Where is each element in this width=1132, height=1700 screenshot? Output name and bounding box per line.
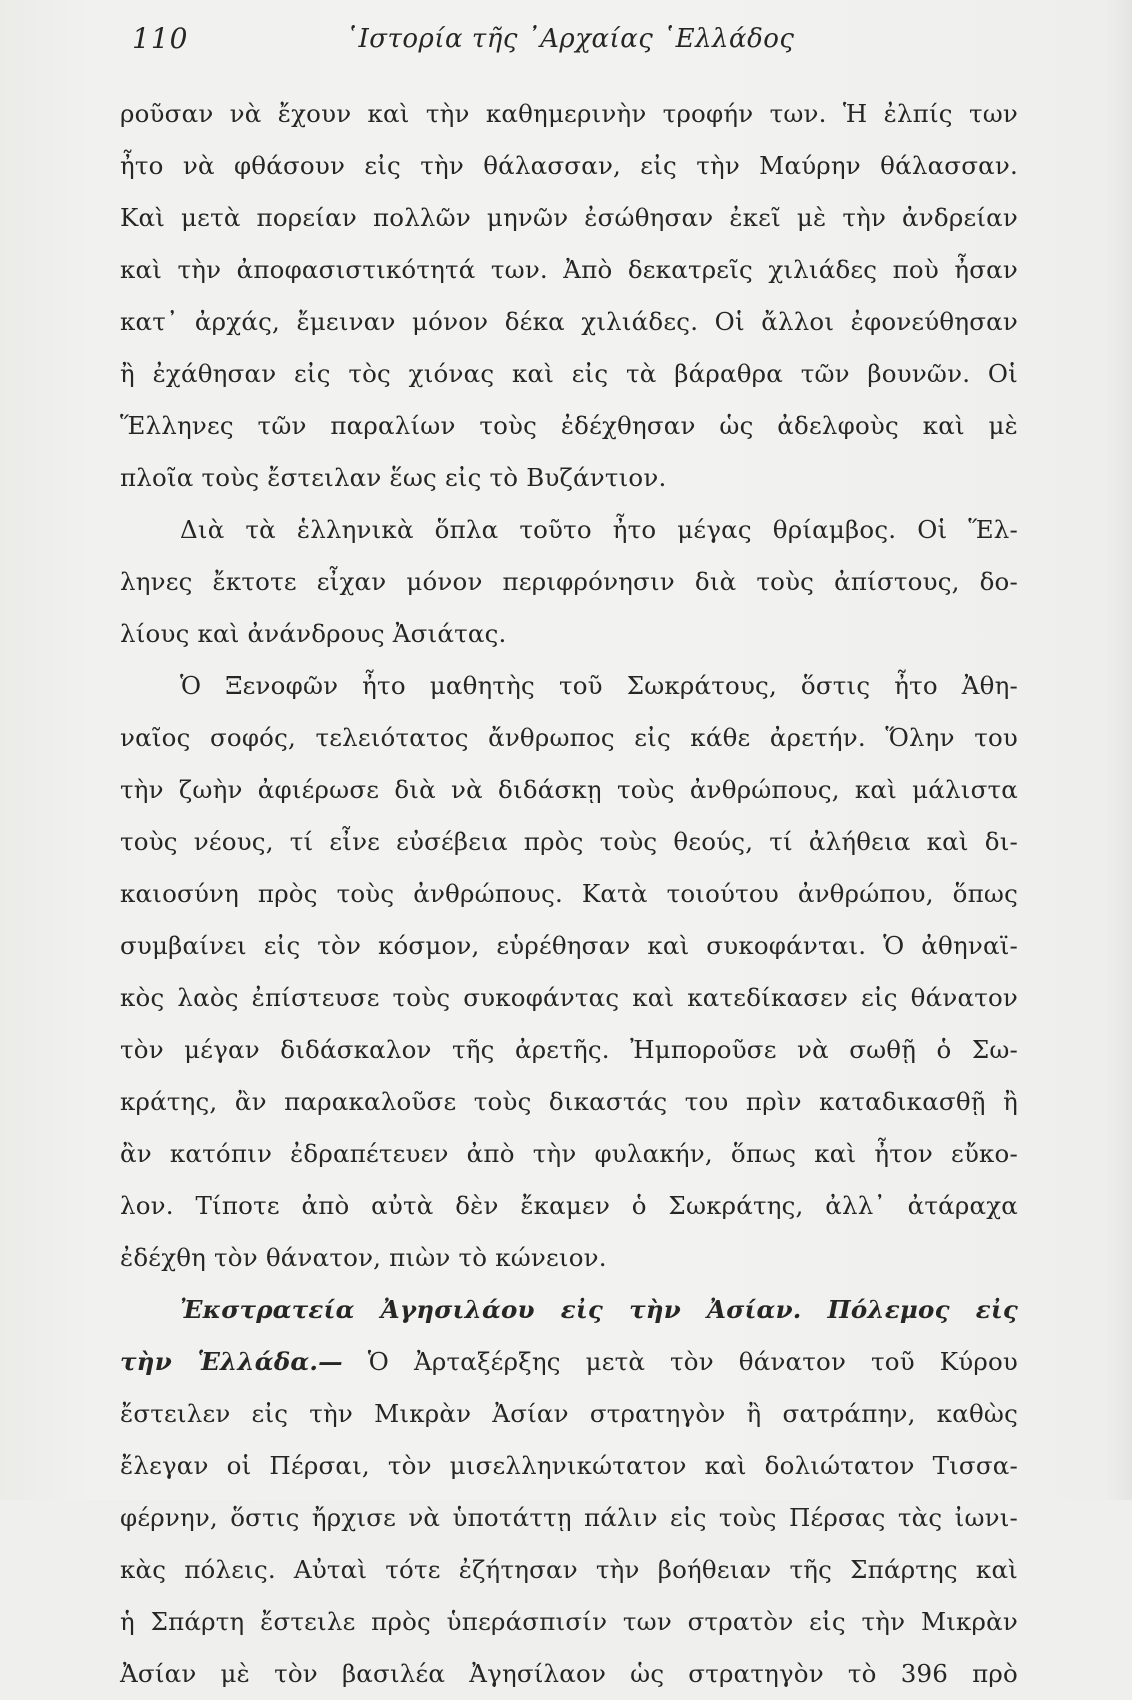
text-line: κὸς λαὸς ἐπίστευσε τοὺς συκοφάντας καὶ κατεδίκασεν εἰς θάνατον xyxy=(120,983,1018,1012)
section-heading-line-2 xyxy=(120,1336,1018,1388)
text-line: Διὰ τὰ ἑλληνικὰ ὅπλα τοῦτο ἦτο μέγας θρίαμβος. Οἱ Ἕλ- xyxy=(180,515,1018,544)
running-title: ῾Ιστορία τῆς ᾽Αρχαίας ῾Ελλάδος xyxy=(345,24,795,54)
text-line: ἡ Σπάρτη ἔστειλε πρὸς ὑπεράσπισίν των στρατὸν εἰς τὴν Μικρὰν xyxy=(120,1607,1018,1636)
text-line: φέρνην, ὅστις ἤρχισε νὰ ὑποτάττῃ πάλιν εἰς τοὺς Πέρσας τὰς ἰωνι- xyxy=(120,1503,1018,1532)
page-number: 110 xyxy=(132,22,189,55)
text-line: κατ᾿ ἀρχάς, ἔμειναν μόνον δέκα χιλιάδες. Οἱ ἄλλοι ἐφονεύθησαν xyxy=(120,307,1018,336)
body-text xyxy=(120,88,1018,1700)
text-line: τὴν ζωὴν ἀφιέρωσε διὰ νὰ διδάσκῃ τοὺς ἀνθρώπους, καὶ μάλιστα xyxy=(120,775,1018,804)
text-line: ἐδέχθη τὸν θάνατον, πιὼν τὸ κώνειον. xyxy=(120,1243,607,1272)
text-line: κράτης, ἂν παρακαλοῦσε τοὺς δικαστάς του πρὶν καταδικασθῇ ἢ xyxy=(120,1087,1018,1116)
text-line: ἢ ἐχάθησαν εἰς τὸς χιόνας καὶ εἰς τὰ βάραθρα τῶν βουνῶν. Οἱ xyxy=(120,359,1018,388)
text-line: ροῦσαν νὰ ἔχουν καὶ τὴν καθημερινὴν τροφήν των. Ἡ ἐλπίς των xyxy=(120,99,1018,128)
text-line: ἦτο νὰ φθάσουν εἰς τὴν θάλασσαν, εἰς τὴν Μαύρην θάλασσαν. xyxy=(120,151,1018,180)
text-line: ἔλεγαν οἱ Πέρσαι, τὸν μισελληνικώτατον καὶ δολιώτατον Τισσα- xyxy=(120,1451,1018,1480)
text-line: τὸν μέγαν διδάσκαλον τῆς ἀρετῆς. Ἠμποροῦσε νὰ σωθῇ ὁ Σω- xyxy=(120,1035,1018,1064)
running-head xyxy=(120,22,1020,72)
text-line: καιοσύνη πρὸς τοὺς ἀνθρώπους. Κατὰ τοιούτου ἀνθρώπου, ὅπως xyxy=(120,879,1018,908)
text-line: λον. Τίποτε ἀπὸ αὐτὰ δὲν ἔκαμεν ὁ Σωκράτης, ἀλλ᾿ ἀτάραχα xyxy=(120,1191,1018,1220)
text-line: Ἕλληνες τῶν παραλίων τοὺς ἐδέχθησαν ὡς ἀδελφοὺς καὶ μὲ xyxy=(120,411,1018,440)
text-line: ληνες ἔκτοτε εἶχαν μόνον περιφρόνησιν διὰ τοὺς ἀπίστους, δο- xyxy=(120,567,1018,596)
text-line: Καὶ μετὰ πορείαν πολλῶν μηνῶν ἐσώθησαν ἐκεῖ μὲ τὴν ἀνδρείαν xyxy=(120,203,1018,232)
section-heading-continuation: Ὁ Ἀρταξέρξης μετὰ τὸν θάνατον τοῦ Κύρου xyxy=(342,1347,1018,1376)
text-line: λίους καὶ ἀνάνδρους Ἀσιάτας. xyxy=(120,619,507,648)
text-line: συμβαίνει εἰς τὸν κόσμον, εὑρέθησαν καὶ συκοφάνται. Ὁ ἀθηναϊ- xyxy=(120,931,1018,960)
text-line: τοὺς νέους, τί εἶνε εὐσέβεια πρὸς τοὺς θεούς, τί ἀλήθεια καὶ δι- xyxy=(120,827,1018,856)
text-line: κὰς πόλεις. Αὐταὶ τότε ἐζήτησαν τὴν βοήθειαν τῆς Σπάρτης καὶ xyxy=(120,1555,1018,1584)
text-line: Ἀσίαν μὲ τὸν βασιλέα Ἀγησίλαον ὡς στρατηγὸν τὸ 396 πρὸ xyxy=(120,1659,1018,1688)
page-edge-shadow xyxy=(1104,0,1132,1500)
text-line: ἔστειλεν εἰς τὴν Μικρὰν Ἀσίαν στρατηγὸν ἢ σατράπην, καθὼς xyxy=(120,1399,1018,1428)
text-line: Ὁ Ξενοφῶν ἦτο μαθητὴς τοῦ Σωκράτους, ὅστις ἦτο Ἀθη- xyxy=(180,671,1018,700)
text-line: πλοῖα τοὺς ἔστειλαν ἕως εἰς τὸ Βυζάντιον. xyxy=(120,463,667,492)
text-line: ναῖος σοφός, τελειότατος ἄνθρωπος εἰς κάθε ἀρετήν. Ὅλην του xyxy=(120,723,1018,752)
section-heading: Ἐκστρατεία Ἀγησιλάου εἰς τὴν Ἀσίαν. Πόλεμος εἰς xyxy=(180,1295,1018,1324)
text-line: καὶ τὴν ἀποφασιστικότητά των. Ἀπὸ δεκατρεῖς χιλιάδες ποὺ ἦσαν xyxy=(120,255,1018,284)
text-line: ἂν κατόπιν ἐδραπέτευεν ἀπὸ τὴν φυλακήν, ὅπως καὶ ἦτον εὔκο- xyxy=(120,1139,1018,1168)
section-heading-part2: τὴν Ἑλλάδα.— xyxy=(120,1347,343,1376)
